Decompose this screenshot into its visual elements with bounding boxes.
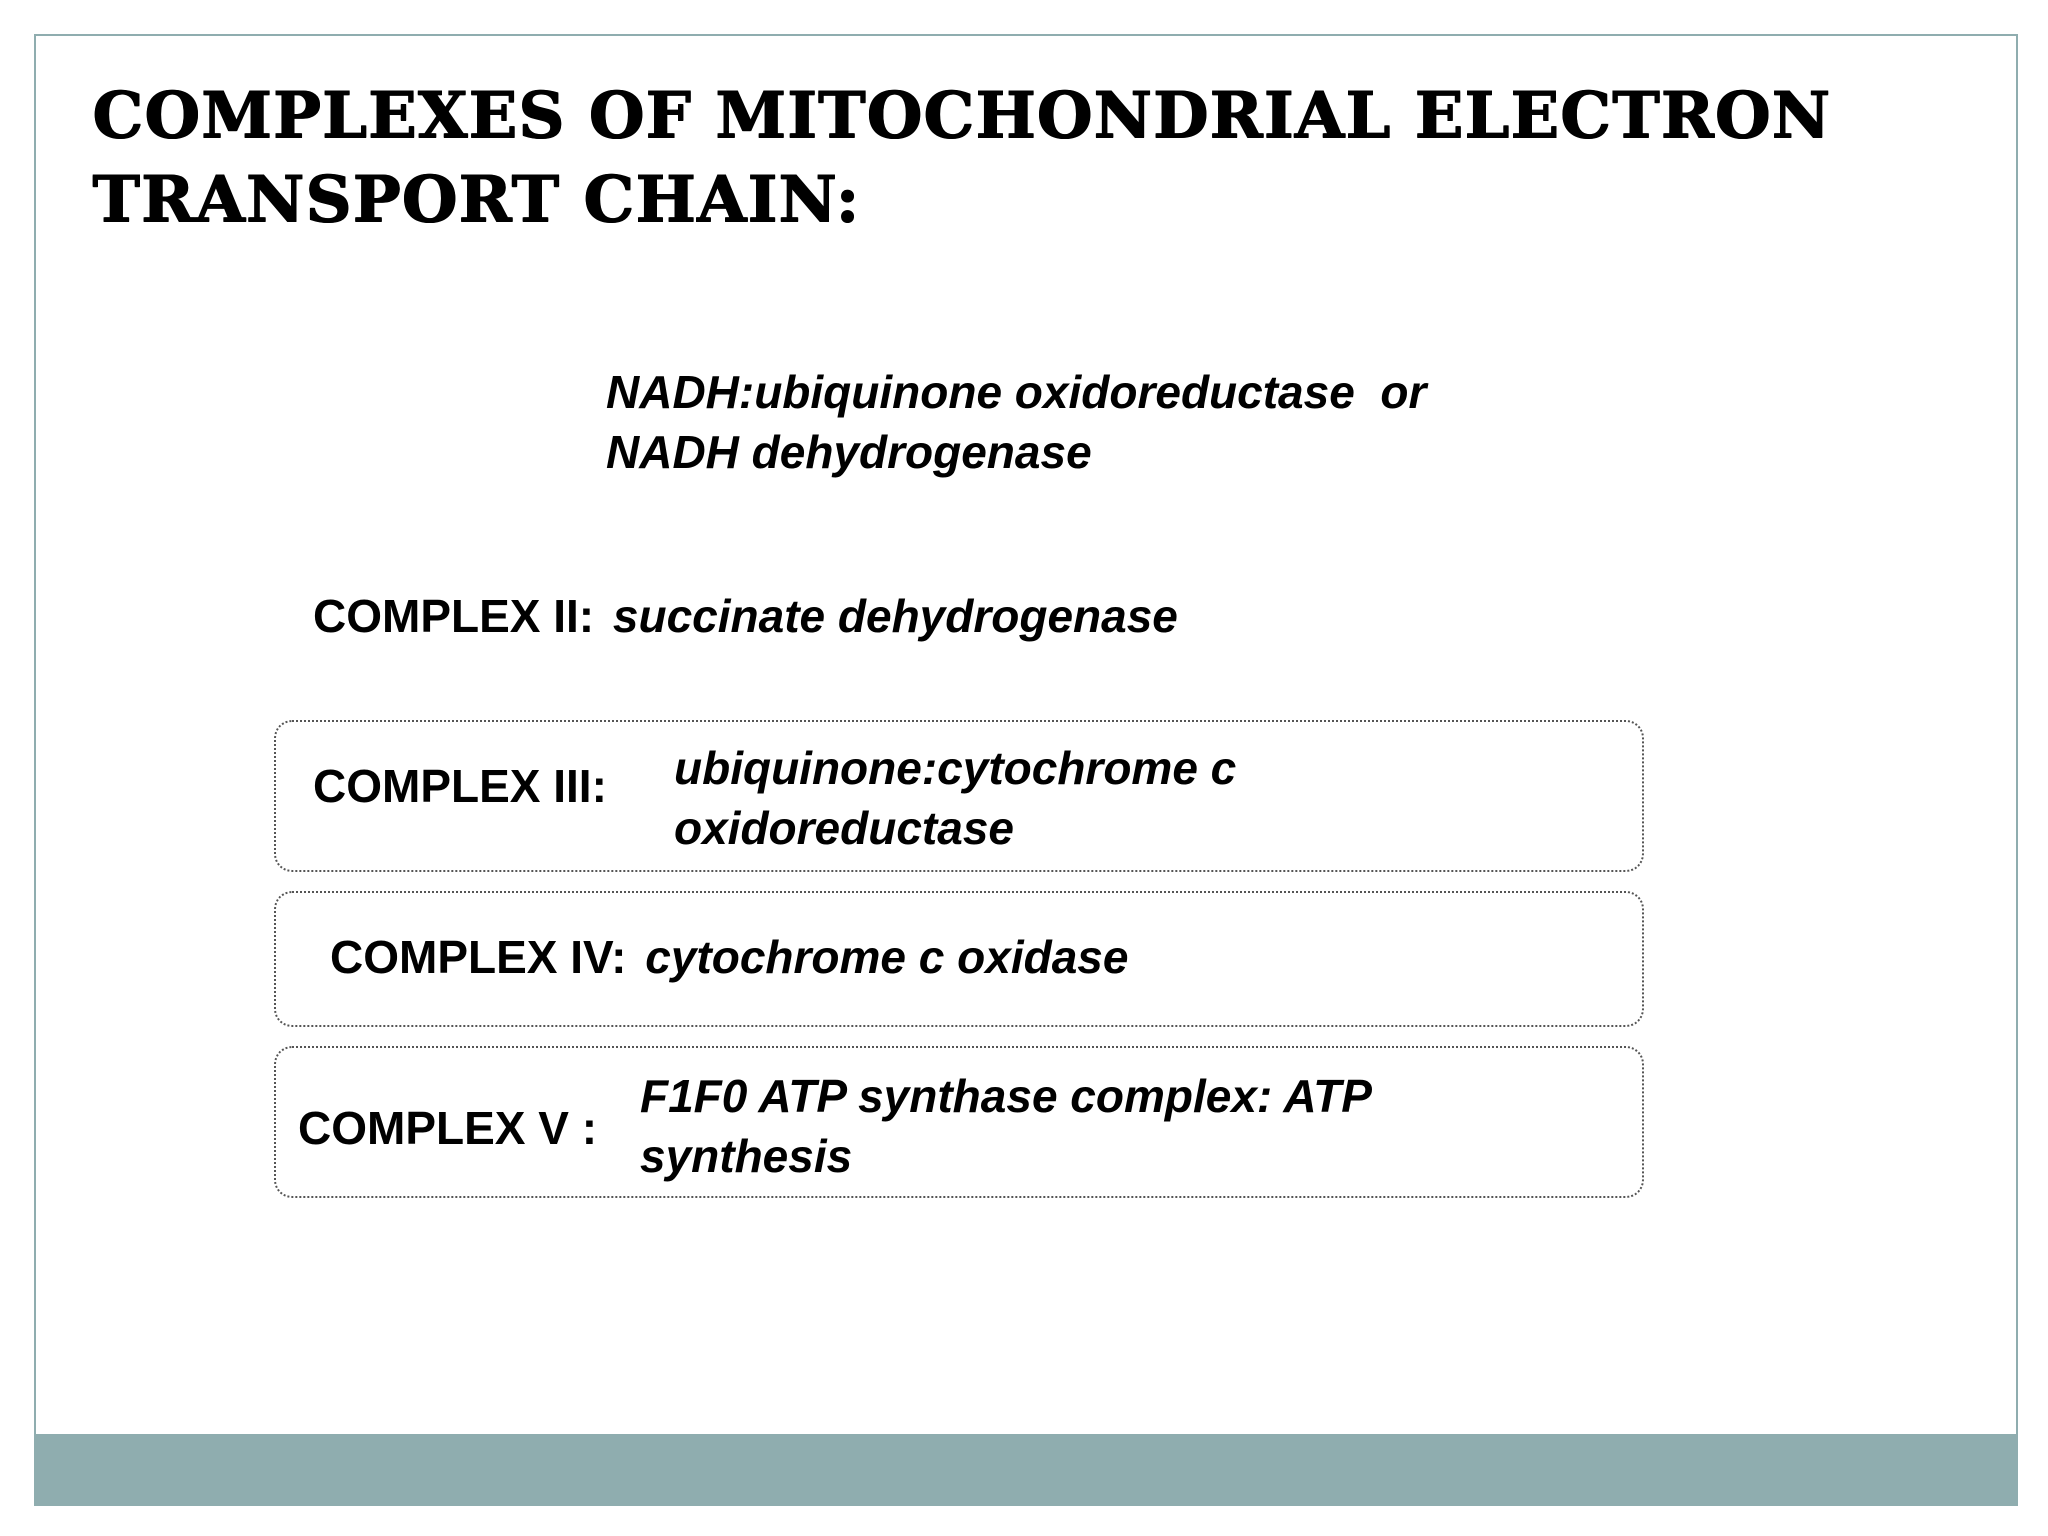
- complex-5-description: [640, 1066, 1372, 1186]
- complex-2-label: COMPLEX II:: [313, 590, 595, 642]
- complex-1-entry: [606, 362, 1426, 482]
- footer-bar: [36, 1434, 2016, 1504]
- complex-5-label: COMPLEX V :: [298, 1102, 598, 1154]
- title-line-1: COMPLEXES OF MITOCHONDRIAL ELECTRON: [92, 78, 1831, 153]
- title-line-2: TRANSPORT CHAIN:: [92, 162, 860, 237]
- complex-4-label: COMPLEX IV:: [330, 931, 627, 983]
- complex-4-description: cytochrome c oxidase: [645, 931, 1129, 983]
- complex-4-entry: [330, 927, 1128, 987]
- complex-5-desc-line-2: synthesis: [640, 1130, 853, 1182]
- complex-1-description: [606, 362, 1426, 482]
- slide: [34, 34, 2018, 1506]
- complex-5-desc-line-1: F1F0 ATP synthase complex: ATP: [640, 1070, 1372, 1122]
- slide-title: [92, 74, 1892, 242]
- complex-3-desc-line-2: oxidoreductase: [674, 802, 1014, 854]
- complex-1-desc-line-2: NADH dehydrogenase: [606, 426, 1092, 478]
- complex-2-entry: [313, 586, 1178, 646]
- complex-3-desc-line-1: ubiquinone:cytochrome c: [674, 742, 1237, 794]
- complex-3-description: [674, 738, 1236, 858]
- complex-2-description: succinate dehydrogenase: [612, 590, 1178, 642]
- complex-3-label: COMPLEX III:: [313, 760, 607, 812]
- complex-1-desc-line-1: NADH:ubiquinone oxidoreductase or: [606, 366, 1427, 418]
- complex-5-entry: [298, 1098, 597, 1158]
- complex-3-entry: [313, 756, 607, 816]
